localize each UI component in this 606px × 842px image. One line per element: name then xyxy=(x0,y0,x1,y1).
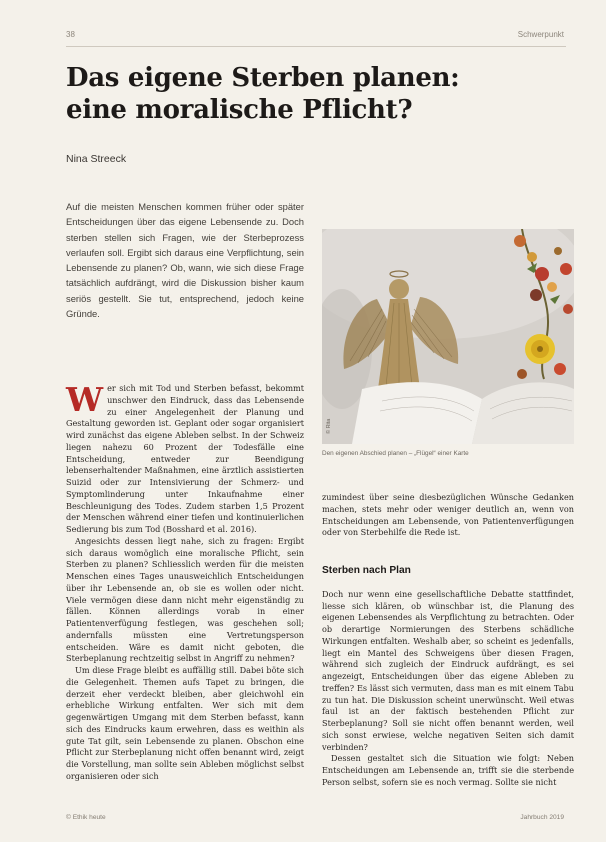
body-column-right xyxy=(322,492,574,789)
article-abstract: Auf die meisten Menschen kommen früher oder später Entscheidungen über das eigene Lebensende zu. Doch sterben stellen sich Fragen, wie der Sterbeprozess verlaufen soll. Ergibt sich daraus eine Verpflichtung, sein Lebensende zu planen? Ob, wann, wie sich diese Frage tatsächlich aufdrängt, wird die Diskussion bisher kaum seriös gestellt. Sie tut, entsprechend, jedoch keine Gründe. xyxy=(66,201,304,320)
page-number: 38 xyxy=(66,30,75,39)
body-paragraph: Angesichts dessen liegt nahe, sich zu fragen: Ergibt sich daraus womöglich eine moralische Pflicht, sein Sterben zu planen? Schliesslich werden für die meisten Menschen eines Tages unausweichlich Entscheidungen über ihr Lebensende an, ob sie es wollen oder nicht. Viele vermögen diese dann nicht mehr eigenständig zu fällen. Können allerdings vorab in einer Patientenverfügung festlegen, was geschehen soll; andernfalls müssten eine Vertretungsperson entscheiden. Wäre es damit nicht geboten, die Sterbeplanung rechtzeitig selbst in Angriff zu nehmen? xyxy=(66,535,304,664)
angel-ornament-illustration xyxy=(322,229,574,444)
section-subheading: Sterben nach Plan xyxy=(322,565,411,576)
body-paragraph: Doch nur wenn eine gesellschaftliche Debatte stattfindet, liesse sich klären, ob wünschbar ist, die Planung des eigenen Lebensendes als Verpflichtung zu betrachten. Oder ob derartige Normierungen des Sterbens schädliche Wirkungen entfalten. Weshalb aber, so scheint es jedenfalls, liegt ein Mantel des Schweigens über diesen Fragen, während sich zugleich der Eindruck aufdrängt, es sei angezeigt, Entscheidungen über das eigene Ableben zu treffen? Es lässt sich vermuten, dass man es mit einem Tabu zu tun hat. Die Diskussion scheint unerwünscht. Weil etwas faul ist an der faktisch bestehenden Pflicht zur Sterbeplanung? Soll sie nicht offen benannt werden, weil sich sonst erwiese, welche negativen Seiten sich damit verbinden? xyxy=(322,588,574,752)
photo-caption: Den eigenen Abschied planen – „Flügel“ einer Karte xyxy=(322,450,469,457)
header-rule xyxy=(66,46,566,47)
drop-cap: W xyxy=(66,380,104,419)
footer-copyright: © Ethik heute xyxy=(66,814,106,821)
body-paragraph-text: er sich mit Tod und Sterben befasst, bekommt unschwer den Eindruck, dass das Lebensende zu einer Angelegenheit der Planung und Gestaltung geworden ist. Geplant oder sogar organisiert wird zunächst das eigene Ableben selbst. In der Schweiz liegen nahezu 60 Prozent der Todesfälle eine Entscheidung, entweder zur Beendigung lebenserhaltender Maßnahmen, eine ärztlich assistierten Suizid oder zur Intensivierung der Schmerz- und Symptomlinderung unter Inkaufnahme einer Beschleunigung des Todes. Zudem starben 1,5 Prozent der Menschen während einer tiefen und kontinuierlichen Sedierung bis zum Tod (Bosshard et al. 2016). xyxy=(66,383,304,534)
title-line-2: eine moralische Pflicht? xyxy=(66,95,413,125)
body-paragraph: Um diese Frage bleibt es auffällig still. Dabei böte sich die Gelegenheit. Themen aufs Tapet zu bringen, die derzeit eher verdeckt bleiben, aber gleichwohl ein erhebliche Wirkung entfalten. Wer sich mit dem gegenwärtigen Umgang mit dem Sterben befasst, kann sich des Eindrucks kaum erwehren, dass es weithin als gute Tat gilt, sein Lebensende zu planen. Obschon eine Pflicht zur Sterbeplanung nicht offen benannt wird, zeigt die Vorstellung, man sollte sein Ableben möglichst selbst organisieren oder sich xyxy=(66,665,304,781)
body-paragraph: zumindest über seine diesbezüglichen Wünsche Gedanken machen, stets mehr oder weniger deutlich an, wenn von Entscheidungen am Lebensende, von Patientenverfügungen oder von Sterbehilfe die Rede ist. xyxy=(322,492,574,538)
title-line-1: Das eigene Sterben planen: xyxy=(66,63,460,93)
body-column-left xyxy=(66,380,304,783)
photo-credit: © Rita xyxy=(326,418,332,434)
author-name: Nina Streeck xyxy=(66,153,127,165)
section-label: Schwerpunkt xyxy=(517,30,564,39)
body-paragraph xyxy=(66,380,304,536)
body-paragraph: Dessen gestaltet sich die Situation wie folgt: Neben Entscheidungen am Lebensende an, trifft sie die sterbende Person selbst, sofern sie es noch vermag. Sollte sie nicht xyxy=(322,753,574,787)
footer-publication: Jahrbuch 2019 xyxy=(520,814,564,821)
article-photo xyxy=(322,229,574,444)
article-title xyxy=(66,62,536,126)
